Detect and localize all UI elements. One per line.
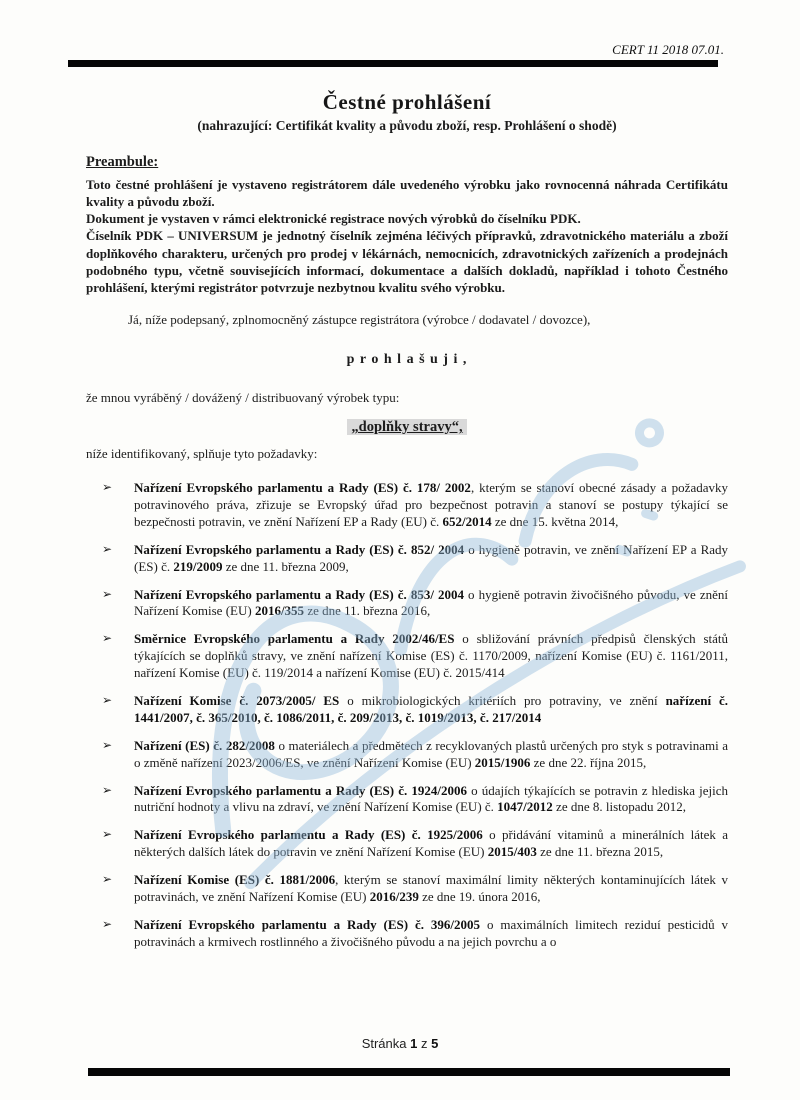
- page-number: Stránka 1 z 5: [361, 1036, 439, 1051]
- product-line: že mnou vyráběný / dovážený / distribuovaný výrobek typu:: [86, 390, 400, 406]
- requirement-text: Nařízení (ES) č. 282/2008 o materiálech a předmětech z recyklovaných plastů určených pro styk s potravinami a o změně nařízení 2023/2006/ES, ve znění Nařízení Komise (EU) 2015/1906 ze dne 22. října 2015,: [134, 737, 728, 770]
- requirement-item: [102, 872, 728, 906]
- bottom-rule-bar: [88, 1068, 730, 1076]
- preamble-paragraph: Dokument je vystaven v rámci elektronické registrace nových výrobků do číselníku PDK.: [86, 211, 581, 227]
- requirement-text: Nařízení Evropského parlamentu a Rady (ES) č. 178/ 2002, kterým se stanoví obecné zásady a požadavky potravinového práva, zřizuje se Evropský úřad pro bezpečnost potravin a stanoví se postupy týkající se bezpečnosti potravin, ve znění Nařízení EP a Rady (EU) č. 652/2014 ze dne 15. května 2014,: [134, 480, 728, 529]
- requirement-text: Nařízení Evropského parlamentu a Rady (ES) č. 396/2005 o maximálních limitech reziduí pesticidů v potravinách a krmivech rostlinného a živočišného původu a na jejich povrchu a o: [134, 916, 728, 949]
- preamble-paragraph: Číselník PDK – UNIVERSUM je jednotný číselník zejména léčivých přípravků, zdravotnického materiálu a zboží doplňkového charakteru, určených pro prodej v lékárnách, nemocnicích, zdravotnických zařízeních a prodejnách podobného typu, včetně souvisejících informací, dokumentace a dalších dokladů, například i tohoto Čestného prohlášení, kterými registrátor potvrzuje nezbytnou kvalitu svého výrobku.: [86, 228, 728, 295]
- preamble-heading: Preambule:: [86, 154, 159, 170]
- declaration-intro: Já, níže podepsaný, zplnomocněný zástupce registrátora (výrobce / dodavatel / dovozce),: [128, 312, 591, 328]
- document-subtitle: (nahrazující: Certifikát kvality a původu zboží, resp. Prohlášení o shodě): [197, 118, 617, 133]
- requirement-item: [102, 827, 728, 861]
- arrow-bullet-icon: ➢: [102, 827, 113, 842]
- product-type-wrap: [86, 418, 728, 436]
- document-code: CERT 11 2018 07.01.: [612, 42, 724, 57]
- document-body: [86, 80, 728, 962]
- requirement-text: Nařízení Evropského parlamentu a Rady (ES) č. 852/ 2004 o hygieně potravin, ve znění Nařízení EP a Rady (ES) č. 219/2009 ze dne 11. března 2009,: [134, 541, 729, 574]
- requirement-item: [102, 917, 728, 951]
- arrow-bullet-icon: ➢: [102, 480, 113, 495]
- requirement-item: [102, 631, 728, 682]
- arrow-bullet-icon: ➢: [102, 693, 113, 707]
- requirement-text: Nařízení Evropského parlamentu a Rady (ES) č. 1924/2006 o údajích týkajících se potravin z hlediska jejich nutriční hodnoty a vlivu na zdraví, ve znění Nařízení Komise (EU) č. 1047/2012 ze dne 8. listopadu 2012,: [134, 782, 728, 815]
- requirement-item: [102, 542, 728, 576]
- arrow-bullet-icon: ➢: [102, 737, 113, 752]
- declaration-statement: p r o h l a š u j i ,: [346, 352, 468, 368]
- requirement-item: [102, 587, 728, 621]
- requirement-item: [102, 738, 728, 772]
- arrow-bullet-icon: ➢: [102, 586, 113, 601]
- requirement-text: Nařízení Komise (ES) č. 1881/2006, kterým se stanoví maximální limity některých kontaminujících látek v potravinách, ve znění Nařízení Komise (EU) 2016/239 ze dne 19. února 2016,: [134, 872, 729, 905]
- requirement-text: Nařízení Evropského parlamentu a Rady (ES) č. 1925/2006 o přidávání vitaminů a minerálních látek a některých dalších látek do potravin ve znění Nařízení Komise (EU) 2015/403 ze dne 11. března 2015,: [134, 827, 729, 860]
- arrow-bullet-icon: ➢: [102, 872, 113, 887]
- requirement-item: [102, 480, 728, 531]
- requirements-intro: níže identifikovaný, splňuje tyto požadavky:: [86, 446, 318, 462]
- arrow-bullet-icon: ➢: [102, 782, 113, 797]
- product-type-highlight: „doplňky stravy“,: [347, 419, 466, 435]
- preamble-paragraphs: [86, 176, 728, 296]
- arrow-bullet-icon: ➢: [102, 916, 113, 931]
- arrow-bullet-icon: ➢: [102, 631, 113, 646]
- arrow-bullet-icon: ➢: [102, 541, 113, 556]
- requirements-list: [86, 480, 728, 951]
- requirement-text: Nařízení Evropského parlamentu a Rady (ES) č. 853/ 2004 o hygieně potravin živočišného původu, ve znění Nařízení Komise (EU) 2016/355 ze dne 11. března 2016,: [134, 586, 729, 619]
- top-rule-bar: [68, 60, 718, 67]
- requirement-text: Směrnice Evropského parlamentu a Rady 2002/46/ES o sbližování právních předpisů členských států týkajících se doplňků stravy, ve znění nařízení Komise (ES) č. 1170/2009, nařízení Komise (EU) č. 1161/2011, nařízení Komise (EU) č. 119/2014 a nařízení Komise (EU) č. 2015/414: [134, 631, 728, 681]
- requirement-text: Nařízení Komise č. 2073/2005/ ES o mikrobiologických kritériích pro potraviny, ve znění nařízení č. 1441/2007, č. 365/2010, č. 1086/2011, č. 209/2013, č. 1019/2013, č. 217/2014: [134, 693, 728, 725]
- document-title: Čestné prohlášení: [322, 90, 492, 114]
- preamble-paragraph: Toto čestné prohlášení je vystaveno registrátorem dále uvedeného výrobku jako rovnocenná náhrada Certifikátu kvality a původu zboží.: [86, 177, 728, 210]
- requirement-item: [102, 783, 728, 817]
- requirement-item: [102, 693, 728, 727]
